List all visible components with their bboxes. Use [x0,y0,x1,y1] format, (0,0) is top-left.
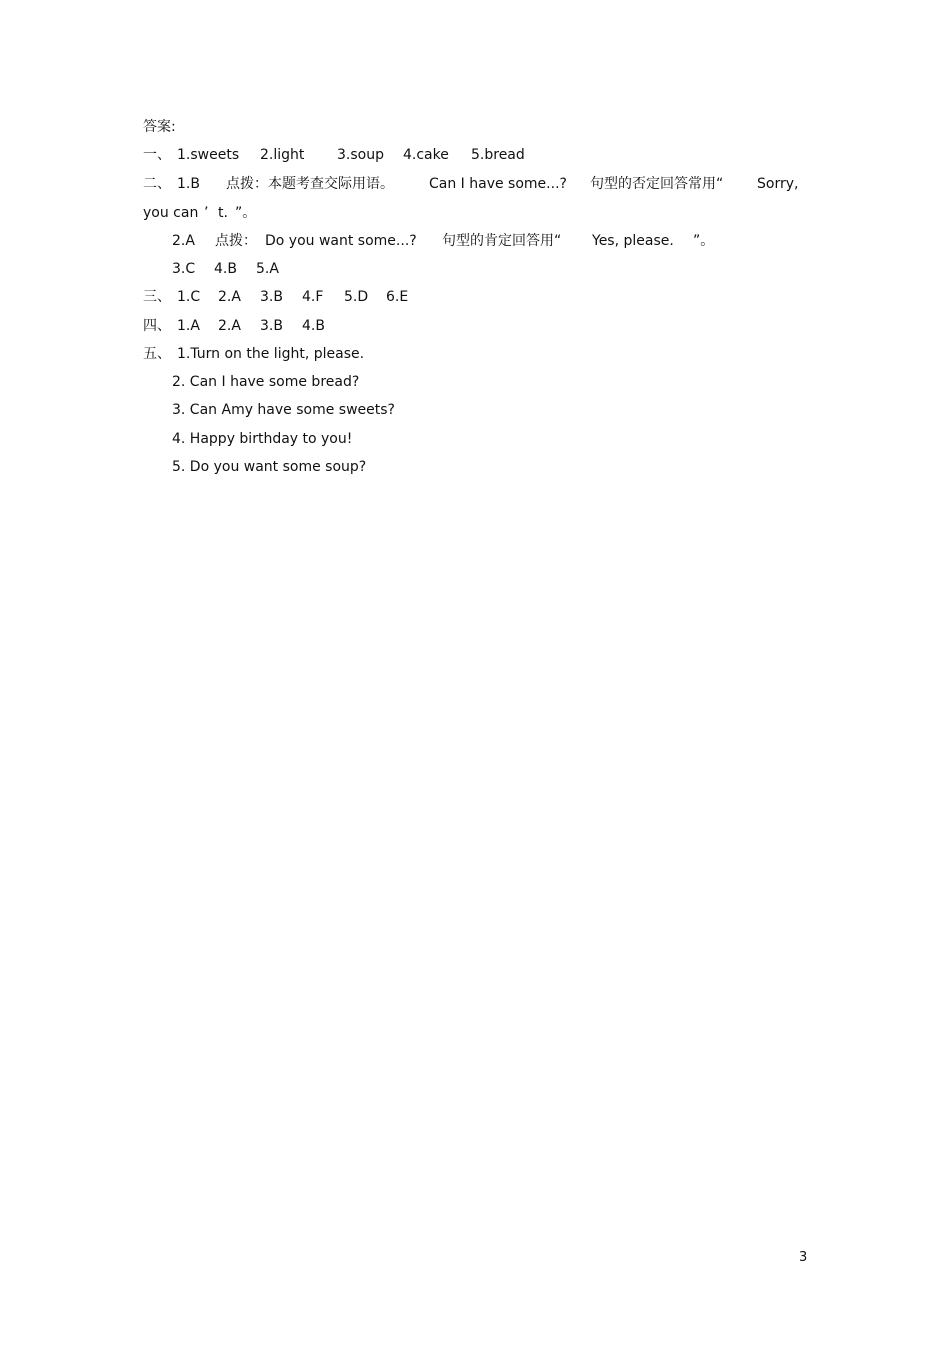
answer-item: 2.A [218,318,241,334]
answer-item: 1.B [177,176,200,192]
answer-item: 5.A [256,261,279,277]
answer-item: 6.E [386,289,409,305]
answer-item: 1.A [177,318,200,334]
answer-item: 2.light [260,147,305,163]
answer-sentence: 5. Do you want some soup? [172,459,367,475]
hint-text: 句型的否定回答常用“ [590,176,724,192]
answer-item: 3.B [260,318,283,334]
section-4-number: 四、 [143,318,171,334]
section-5-number: 五、 [143,346,171,362]
answer-item: 1.C [177,289,201,305]
quoted-answer: Sorry, [757,176,799,192]
answer-sentence: 1.Turn on the light, please. [177,346,365,362]
answer-item: 2.A [218,289,241,305]
sentence-pattern: Can I have some...? [429,176,567,192]
hint-text: 点拨：本题考查交际用语。 [226,176,394,192]
answer-sentence: 3. Can Amy have some sweets? [172,402,395,418]
section-1-number: 一、 [143,147,171,163]
answer-item: 3.B [260,289,283,305]
answer-sentence: 4. Happy birthday to you! [172,431,353,447]
answer-item: 3.soup [337,147,384,163]
answer-heading: 答案: [143,119,176,135]
answer-item: 4.B [214,261,237,277]
hint-text: 点拨： [215,233,257,249]
answer-item: 4.B [302,318,325,334]
answer-item: 4.F [302,289,324,305]
closing-quote: ”。 [693,233,715,249]
answer-item: 5.bread [471,147,525,163]
section-3-number: 三、 [143,289,171,305]
closing-quote: ”。 [235,205,257,221]
answer-item: 5.D [344,289,369,305]
answer-item: 2.A [172,233,195,249]
sentence-pattern: Do you want some...? [265,233,417,249]
quoted-answer: you can [143,205,199,221]
hint-text: 句型的肯定回答用“ [442,233,562,249]
page-number: 3 [799,1250,808,1265]
answer-item: 1.sweets [177,147,240,163]
quoted-answer: Yes, please. [592,233,674,249]
answer-sentence: 2. Can I have some bread? [172,374,360,390]
section-2-number: 二、 [143,176,171,192]
quoted-answer: t. [218,205,228,221]
apostrophe: ’ [204,205,209,221]
answer-item: 4.cake [403,147,449,163]
answer-item: 3.C [172,261,196,277]
